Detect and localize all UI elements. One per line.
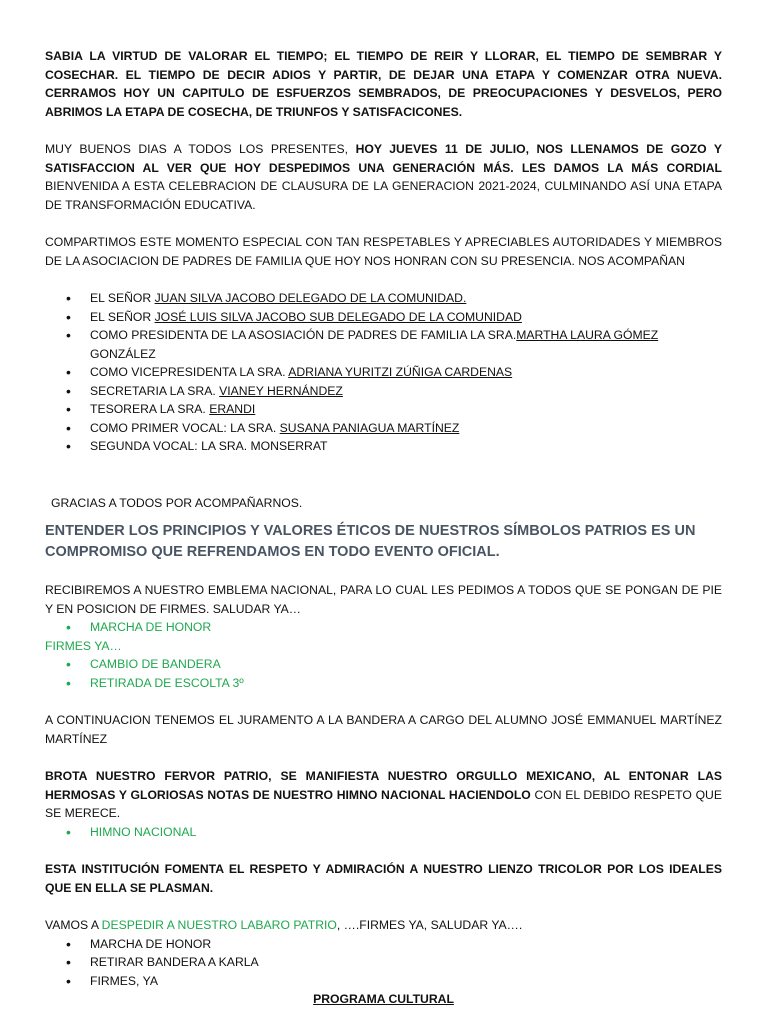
program-title: PROGRAMA CULTURAL [313,992,454,1006]
document-page [45,47,722,1009]
list-item: • FIRMES, YA [45,972,722,991]
anthem-paragraph: BROTA NUESTRO FERVOR PATRIO, SE MANIFIESTA NUESTRO ORGULLO MEXICANO, AL ENTONAR LAS HERMOSAS Y GLORIOSAS NOTAS DE NUESTRO HIMNO NACIONAL HACIENDOLO CON EL DEBIDO RESPETO QUE SE MERECE. [45,769,722,820]
authorities-list [45,289,722,456]
list-item: • COMO PRESIDENTA DE LA ASOSIACIÓN DE PADRES DE FAMILIA LA SRA.MARTHA LAURA GÓMEZ GONZÁLEZ [45,326,722,363]
firmes-text: FIRMES YA… [45,638,122,653]
oath-paragraph: A CONTINUACION TENEMOS EL JURAMENTO A LA BANDERA A CARGO DEL ALUMNO JOSÉ EMMANUEL MARTÍNEZ MARTÍNEZ [45,713,722,746]
list-item: • MARCHA DE HONOR [45,935,722,954]
list-item: • TESORERA LA SRA. ERANDI [45,400,722,419]
list-item: • EL SEÑOR JOSÉ LUIS SILVA JACOBO SUB DELEGADO DE LA COMUNIDAD [45,308,722,327]
list-item: • EL SEÑOR JUAN SILVA JACOBO DELEGADO DE LA COMUNIDAD. [45,289,722,308]
thanks-text: GRACIAS A TODOS POR ACOMPAÑARNOS. [51,495,303,510]
list-item: • RETIRAR BANDERA A KARLA [45,953,722,972]
farewell-paragraph: VAMOS A DESPEDIR A NUESTRO LABARO PATRIO, ….FIRMES YA, SALUDAR YA…. [45,918,523,932]
list-item: • COMO VICEPRESIDENTA LA SRA. ADRIANA YURITZI ZÚÑIGA CARDENAS [45,363,722,382]
list-item: • SEGUNDA VOCAL: LA SRA. MONSERRAT [45,437,722,456]
section-heading: ENTENDER LOS PRINCIPIOS Y VALORES ÉTICOS DE NUESTROS SÍMBOLOS PATRIOS ES UN COMPROMISO QUE REFRENDAMOS EN TODO EVENTO OFICIAL. [45,523,696,560]
flag-list-1 [45,618,722,637]
institution-paragraph: ESTA INSTITUCIÓN FOMENTA EL RESPETO Y ADMIRACIÓN A NUESTRO LIENZO TRICOLOR POR LOS IDEALES QUE EN ELLA SE PLASMAN. [45,862,722,895]
list-item: • RETIRADA DE ESCOLTA 3º [45,674,722,693]
welcome-paragraph: MUY BUENOS DIAS A TODOS LOS PRESENTES, HOY JUEVES 11 DE JULIO, NOS LLENAMOS DE GOZO Y SATISFACCION AL VER QUE HOY DESPEDIMOS UNA GENERACIÓN MÁS. LES DAMOS LA MÁS CORDIAL BIENVENIDA A ESTA CELEBRACION DE CLAUSURA DE LA GENERACION 2021-2024, CULMINANDO ASÍ UNA ETAPA DE TRANSFORMACIÓN EDUCATIVA. [45,142,722,212]
farewell-list [45,935,722,991]
list-item: • MARCHA DE HONOR [45,618,722,637]
list-item: • CAMBIO DE BANDERA [45,655,722,674]
flag-paragraph: RECIBIREMOS A NUESTRO EMBLEMA NACIONAL, PARA LO CUAL LES PEDIMOS A TODOS QUE SE PONGAN DE PIE Y EN POSICION DE FIRMES. SALUDAR YA… [45,583,722,616]
authorities-paragraph: COMPARTIMOS ESTE MOMENTO ESPECIAL CON TAN RESPETABLES Y APRECIABLES AUTORIDADES Y MIEMBROS DE LA ASOCIACION DE PADRES DE FAMILIA QUE HOY NOS HONRAN CON SU PRESENCIA. NOS ACOMPAÑAN [45,235,722,268]
intro-paragraph: SABIA LA VIRTUD DE VALORAR EL TIEMPO; EL TIEMPO DE REIR Y LLORAR, EL TIEMPO DE SEMBRAR Y COSECHAR. EL TIEMPO DE DECIR ADIOS Y PARTIR, DE DEJAR UNA ETAPA Y COMENZAR OTRA NUEVA. CERRAMOS HOY UN CAPITULO DE ESFUERZOS SEMBRADOS, DE PREOCUPACIONES Y DESVELOS, PERO ABRIMOS LA ETAPA DE COSECHA, DE TRIUNFOS Y SATISFACICONES. [45,49,722,119]
list-item: • SECRETARIA LA SRA. VIANEY HERNÁNDEZ [45,382,722,401]
flag-list-2 [45,655,722,692]
list-item: • COMO PRIMER VOCAL: LA SRA. SUSANA PANIAGUA MARTÍNEZ [45,419,722,438]
list-item: • HIMNO NACIONAL [45,823,722,842]
program-title-line [45,990,722,1009]
anthem-list [45,823,722,842]
